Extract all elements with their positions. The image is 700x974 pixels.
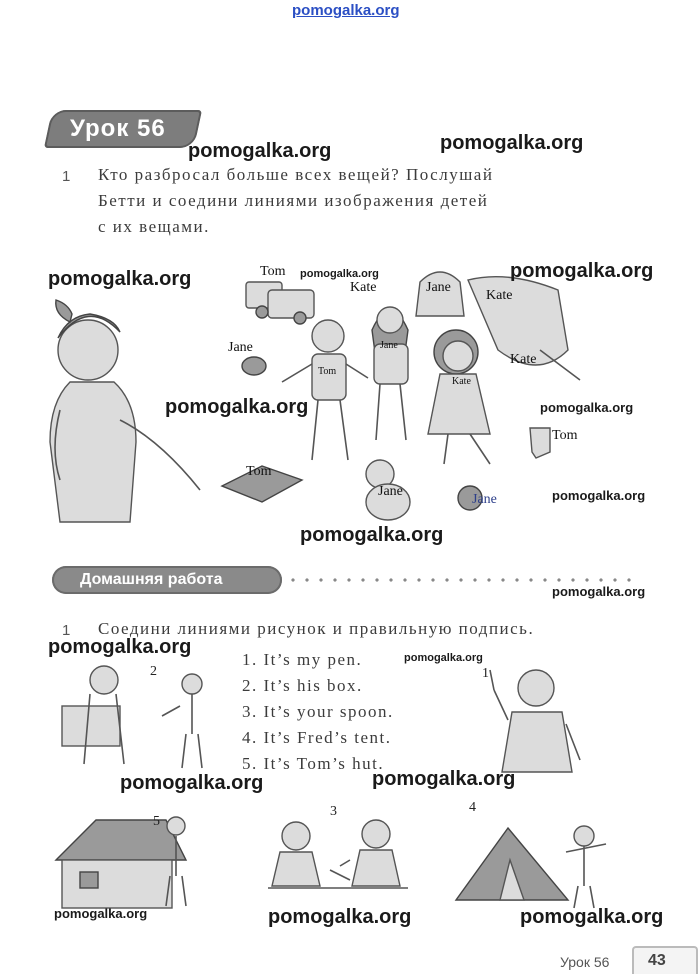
sentence-5: 5. It’s Tom’s hut. (242, 754, 385, 773)
watermark: pomogalka.org (372, 768, 516, 790)
page-number: 43 (648, 952, 666, 969)
watermark: pomogalka.org (404, 652, 483, 664)
picture-tent (456, 826, 606, 908)
exercise-text-line-2: Бетти и соедини линиями изображения детей (98, 191, 489, 210)
label-kate: Kate (510, 352, 537, 367)
sentence-4: 4. It’s Fred’s tent. (242, 728, 392, 747)
watermark: pomogalka.org (520, 906, 664, 928)
watermark: pomogalka.org (48, 636, 192, 658)
watermark: pomogalka.org (300, 524, 444, 546)
watermark: pomogalka.org (440, 132, 584, 154)
sentence-1: 1. It’s my pen. (242, 650, 363, 669)
homework-number: 1 (62, 622, 71, 639)
picture-box (62, 666, 202, 768)
footer-lesson-label: Урок 56 (560, 954, 610, 970)
label-tom: Tom (246, 464, 272, 479)
watermark: pomogalka.org (540, 400, 634, 415)
shirt-label-kate: Kate (452, 376, 471, 387)
picture-pen (490, 670, 580, 772)
homework-instruction: Соедини линиями рисунок и правильную подпись. (98, 619, 535, 638)
label-kate: Kate (486, 288, 513, 303)
watermark-top[interactable]: pomogalka.org (292, 2, 400, 19)
watermark: pomogalka.org (48, 268, 192, 290)
label-tom: Tom (260, 264, 286, 279)
watermark: pomogalka.org (188, 140, 332, 162)
picture-number-1: 1 (482, 666, 489, 681)
sentence-2: 2. It’s his box. (242, 676, 363, 695)
picture-number-4: 4 (469, 800, 476, 815)
watermark: pomogalka.org (300, 268, 379, 280)
shirt-label-jane: Jane (380, 340, 398, 351)
picture-number-3: 3 (330, 804, 337, 819)
shirt-label-tom: Tom (318, 366, 337, 377)
watermark: pomogalka.org (268, 906, 412, 928)
exercise-text-line-3: с их вещами. (98, 217, 210, 236)
label-kate: Kate (350, 280, 377, 295)
picture-spoon (268, 820, 408, 888)
label-jane: Jane (426, 280, 451, 295)
lesson-title: Урок 56 (70, 115, 166, 142)
watermark: pomogalka.org (120, 772, 264, 794)
page-number-box (632, 946, 698, 974)
exercise-number: 1 (62, 168, 71, 185)
watermark: pomogalka.org (552, 584, 646, 599)
picture-hut (56, 817, 186, 908)
label-jane: Jane (378, 484, 403, 499)
picture-number-2: 2 (150, 664, 157, 679)
watermark: pomogalka.org (165, 396, 309, 418)
watermark: pomogalka.org (510, 260, 654, 282)
picture-number-5: 5 (153, 814, 160, 829)
label-jane: Jane (228, 340, 253, 355)
sentence-3: 3. It’s your spoon. (242, 702, 394, 721)
watermark: pomogalka.org (552, 488, 646, 503)
label-jane: Jane (472, 492, 497, 507)
watermark: pomogalka.org (54, 906, 148, 921)
homework-heading: Домашняя работа (80, 571, 223, 588)
label-tom: Tom (552, 428, 578, 443)
exercise-text-line-1: Кто разбросал больше всех вещей? Послушай (98, 165, 494, 184)
